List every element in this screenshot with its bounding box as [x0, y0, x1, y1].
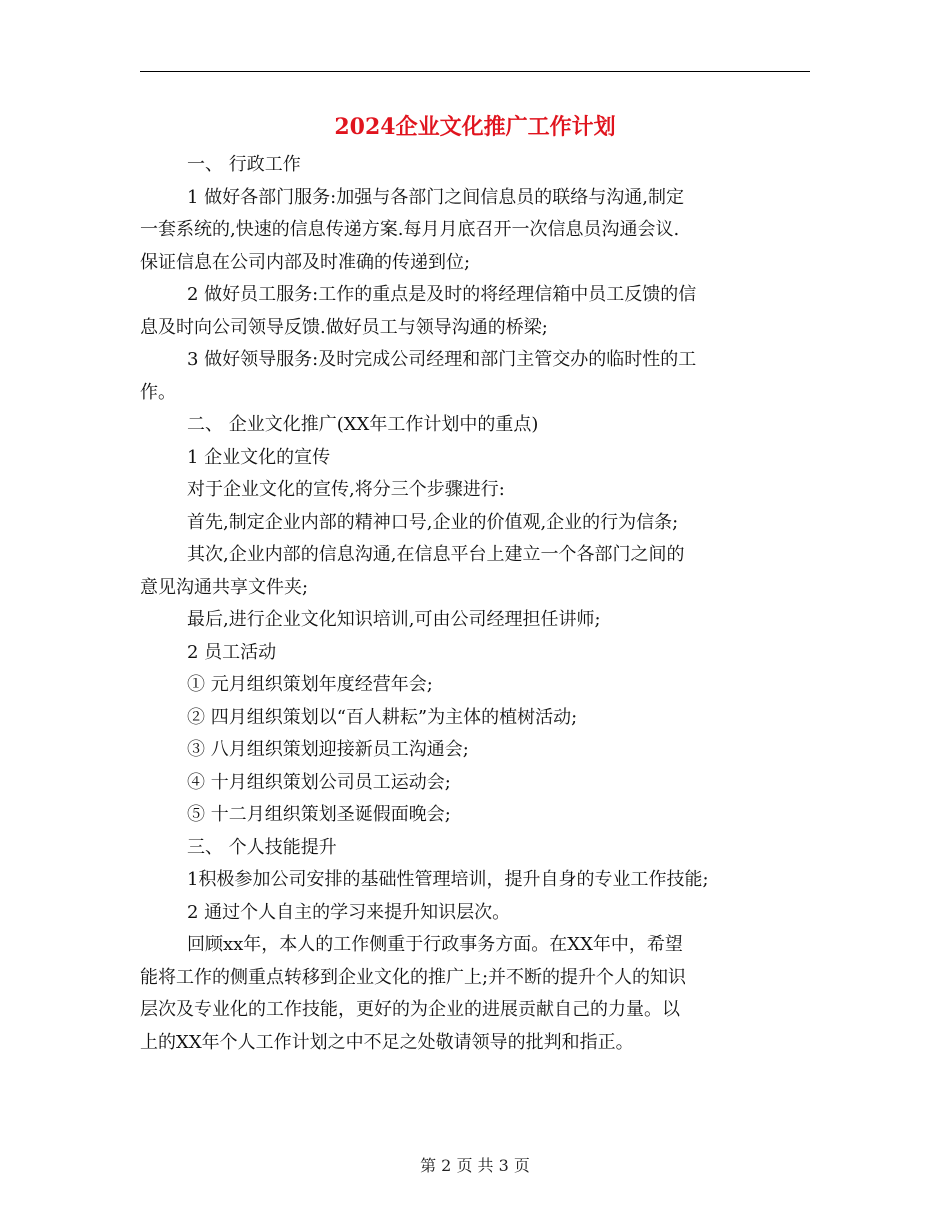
paragraph-line: 1 做好各部门服务:加强与各部门之间信息员的联络与沟通,制定 — [187, 186, 684, 208]
section-heading-3: 三、 个人技能提升 — [187, 836, 337, 858]
paragraph-line: 1积极参加公司安排的基础性管理培训，提升自身的专业工作技能; — [187, 869, 709, 890]
paragraph-line: 回顾xx年，本人的工作侧重于行政事务方面。在XX年中，希望 — [187, 934, 683, 955]
paragraph-line: 3 做好领导服务:及时完成公司经理和部门主管交办的临时性的工 — [187, 349, 697, 370]
section-heading-2: 二、 企业文化推广(XX年工作计划中的重点) — [187, 414, 539, 435]
list-item: ③ 八月组织策划迎接新员工沟通会; — [187, 739, 469, 760]
paragraph-line: 其次,企业内部的信息沟通,在信息平台上建立一个各部门之间的 — [187, 544, 685, 565]
list-item: ② 四月组织策划以“百人耕耘”为主体的植树活动; — [187, 706, 578, 728]
subsection-heading: 1 企业文化的宣传 — [187, 446, 331, 468]
paragraph-line: 层次及专业化的工作技能，更好的为企业的进展贡献自己的力量。以 — [140, 999, 680, 1020]
header-rule — [140, 71, 810, 72]
list-item: ④ 十月组织策划公司员工运动会; — [187, 771, 451, 793]
paragraph-line: 上的XX年个人工作计划之中不足之处敬请领导的批判和指正。 — [140, 1031, 634, 1053]
paragraph-line: 保证信息在公司内部及时准确的传递到位; — [140, 251, 471, 273]
paragraph-line: 能将工作的侧重点转移到企业文化的推广上;并不断的提升个人的知识 — [140, 966, 687, 988]
list-item: ① 元月组织策划年度经营年会; — [187, 674, 433, 695]
paragraph-line: 最后,进行企业文化知识培训,可由公司经理担任讲师; — [187, 609, 601, 630]
paragraph-line: 息及时向公司领导反馈.做好员工与领导沟通的桥梁; — [140, 316, 548, 338]
page-number-footer: 第 2 页 共 3 页 — [420, 1156, 530, 1175]
subsection-heading: 2 员工活动 — [187, 641, 277, 663]
paragraph-line: 意见沟通共享文件夹; — [140, 576, 309, 598]
paragraph-line: 作。 — [140, 381, 176, 403]
document-title: 2024企业文化推广工作计划 — [334, 114, 616, 140]
paragraph-line: 一套系统的,快速的信息传递方案.每月月底召开一次信息员沟通会议. — [140, 219, 680, 240]
list-item: ⑤ 十二月组织策划圣诞假面晚会; — [187, 804, 451, 825]
paragraph-line: 首先,制定企业内部的精神口号,企业的价值观,企业的行为信条; — [187, 511, 679, 533]
paragraph-line: 2 通过个人自主的学习来提升知识层次。 — [187, 901, 511, 923]
paragraph-line: 对于企业文化的宣传,将分三个步骤进行: — [187, 479, 505, 500]
paragraph-line: 2 做好员工服务:工作的重点是及时的将经理信箱中员工反馈的信 — [187, 284, 697, 305]
section-heading-1: 一、 行政工作 — [187, 154, 301, 175]
document-body — [140, 149, 810, 1059]
